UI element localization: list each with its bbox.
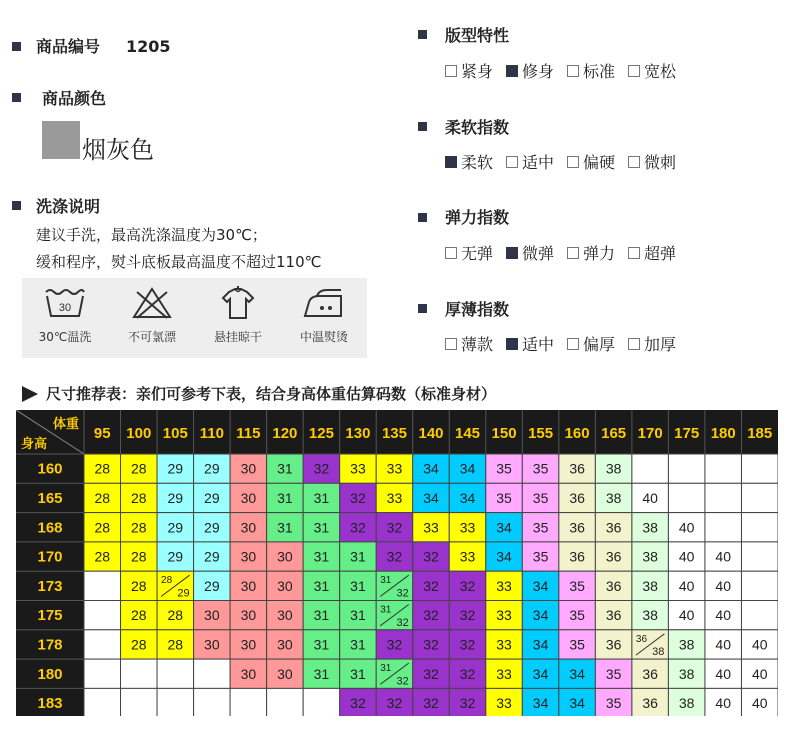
size-value: 40	[715, 636, 731, 653]
size-value: 36	[605, 636, 622, 653]
size-value: 35	[532, 548, 549, 565]
size-value: 33	[459, 548, 476, 565]
checkbox[interactable]	[445, 65, 457, 77]
size-value: 35	[605, 695, 622, 712]
size-value: 40	[678, 577, 695, 594]
weight-header: 125	[308, 425, 334, 442]
size-value: 34	[496, 548, 512, 565]
weight-header: 155	[528, 425, 554, 442]
size-value: 31	[277, 489, 293, 506]
size-value: 36	[569, 489, 585, 506]
size-cell	[668, 483, 705, 512]
size-value: 31	[313, 489, 330, 506]
option-label: 微弹	[522, 244, 555, 263]
size-value: 30	[204, 636, 220, 653]
size-value: 34	[569, 695, 585, 712]
checkbox[interactable]	[567, 338, 579, 350]
weight-header: 160	[564, 425, 590, 442]
size-cell	[303, 688, 340, 716]
weight-header: 105	[162, 425, 188, 442]
checkbox[interactable]	[506, 338, 518, 350]
checkbox[interactable]	[567, 65, 579, 77]
size-value: 36	[569, 519, 585, 536]
iron-medium-icon	[301, 286, 347, 320]
size-value: 35	[496, 489, 512, 506]
size-value: 38	[642, 548, 658, 565]
size-value: 35	[569, 577, 585, 594]
softness-label: 柔软指数	[445, 118, 510, 137]
size-value-lower: 32	[396, 616, 409, 629]
care-icons-panel	[22, 278, 367, 358]
size-cell	[84, 688, 121, 716]
weight-header: 140	[418, 425, 444, 442]
care-item-iron	[281, 278, 367, 358]
option-label: 超弹	[644, 244, 677, 263]
weight-header: 145	[455, 425, 481, 442]
size-value: 40	[715, 665, 731, 682]
size-value: 35	[532, 519, 549, 536]
size-value: 30	[277, 665, 293, 682]
size-value: 36	[605, 607, 622, 624]
checkbox[interactable]	[445, 247, 457, 259]
size-value: 30	[277, 607, 293, 624]
size-value: 31	[350, 548, 366, 565]
size-cell	[194, 688, 231, 716]
size-value: 29	[204, 489, 220, 506]
option-label: 弹力	[583, 244, 616, 263]
size-value: 28	[167, 607, 184, 624]
checkbox[interactable]	[506, 156, 518, 168]
size-value: 33	[423, 519, 439, 536]
size-value: 29	[204, 460, 220, 477]
bullet	[418, 213, 427, 222]
wash-30-icon	[42, 286, 88, 320]
option-label: 紧身	[461, 62, 494, 81]
size-chart-banner: 尺寸推荐表：亲们可参考下表，结合身高体重估算码数（标准身材）	[46, 385, 497, 403]
checkbox[interactable]	[628, 65, 640, 77]
size-value: 31	[313, 548, 330, 565]
elasticity-option[interactable]	[445, 241, 493, 264]
product-code	[36, 34, 171, 57]
care-label: 30℃温洗	[38, 330, 92, 344]
size-value: 34	[532, 577, 549, 594]
fit-option[interactable]	[445, 59, 493, 82]
size-value: 40	[715, 607, 731, 624]
size-value-upper: 31	[380, 604, 392, 616]
size-value: 32	[459, 695, 476, 712]
checkbox[interactable]	[567, 247, 579, 259]
softness-option[interactable]	[506, 150, 554, 173]
size-value: 29	[204, 519, 220, 536]
care-item-wash	[22, 278, 108, 358]
color-name: 烟灰色	[82, 136, 154, 164]
wash-line-2: 缓和程序，熨斗底板最高温度不超过110℃	[36, 253, 322, 271]
bullet	[418, 122, 427, 131]
size-cell	[741, 454, 778, 483]
bullet	[12, 42, 21, 51]
size-value: 34	[532, 636, 549, 653]
option-label: 无弹	[461, 244, 494, 263]
size-value: 36	[605, 519, 622, 536]
size-value: 30	[204, 607, 220, 624]
size-value: 32	[350, 489, 366, 506]
size-value: 36	[642, 695, 658, 712]
weight-header: 175	[674, 425, 700, 442]
size-value: 31	[313, 636, 330, 653]
size-value: 30	[240, 665, 257, 682]
checkbox[interactable]	[567, 156, 579, 168]
corner-weight-label: 体重	[52, 416, 79, 431]
size-value: 38	[678, 665, 695, 682]
bullet	[418, 304, 427, 313]
softness-option[interactable]	[628, 150, 676, 173]
size-cell	[741, 483, 778, 512]
checkbox[interactable]	[445, 338, 457, 350]
option-label: 标准	[583, 62, 616, 81]
size-value: 32	[386, 548, 403, 565]
size-value: 36	[569, 460, 585, 477]
size-value: 30	[277, 548, 293, 565]
thickness-option[interactable]	[567, 332, 615, 355]
elasticity-option[interactable]	[506, 241, 554, 264]
size-value: 36	[605, 577, 622, 594]
size-cell	[705, 483, 742, 512]
height-header: 175	[37, 607, 63, 625]
size-value: 40	[678, 519, 695, 536]
size-value: 35	[496, 460, 512, 477]
size-value: 35	[569, 636, 585, 653]
softness-options	[445, 150, 689, 173]
size-value: 40	[751, 695, 768, 712]
size-value: 32	[423, 607, 439, 624]
size-value: 32	[459, 665, 476, 682]
height-header: 173	[37, 577, 63, 595]
size-cell	[705, 513, 742, 542]
weight-header: 130	[345, 425, 371, 442]
height-header: 165	[37, 489, 63, 507]
option-label: 适中	[522, 335, 555, 354]
size-chart-table	[16, 410, 778, 716]
bullet	[12, 93, 21, 102]
size-value: 29	[167, 548, 184, 565]
softness-option[interactable]	[567, 150, 615, 173]
size-value: 28	[131, 636, 147, 653]
size-cell	[194, 659, 231, 688]
weight-header: 170	[637, 425, 663, 442]
size-value: 29	[167, 460, 184, 477]
no-bleach-icon	[129, 286, 175, 320]
elasticity-options	[445, 241, 689, 264]
thickness-option[interactable]	[445, 332, 493, 355]
size-value: 34	[532, 695, 549, 712]
care-label: 不可氯漂	[127, 330, 176, 344]
size-value: 28	[131, 577, 147, 594]
size-value: 40	[642, 489, 658, 506]
size-value: 32	[459, 607, 476, 624]
checkbox[interactable]	[628, 247, 640, 259]
color-swatch	[42, 121, 80, 159]
elasticity-option[interactable]	[567, 241, 615, 264]
size-value: 35	[569, 607, 585, 624]
option-label: 薄款	[461, 335, 494, 354]
size-value: 33	[350, 460, 366, 477]
size-value: 28	[94, 460, 111, 477]
fit-option[interactable]	[628, 59, 676, 82]
size-value: 33	[459, 519, 476, 536]
size-value: 40	[715, 577, 731, 594]
size-value: 38	[678, 636, 695, 653]
size-value: 40	[751, 665, 768, 682]
size-value: 29	[167, 519, 184, 536]
size-cell	[741, 571, 778, 600]
size-value-upper: 31	[380, 575, 392, 587]
size-value: 35	[532, 489, 549, 506]
size-cell	[121, 659, 158, 688]
hang-dry-icon	[215, 286, 261, 320]
option-label: 适中	[522, 153, 555, 172]
elasticity-option[interactable]	[628, 241, 676, 264]
size-value: 28	[131, 607, 147, 624]
wash-temp-digit: 30	[58, 302, 72, 314]
size-value-lower: 38	[652, 646, 665, 659]
size-value: 30	[240, 489, 257, 506]
size-value: 33	[496, 577, 512, 594]
size-value: 31	[277, 519, 293, 536]
size-value: 30	[277, 636, 293, 653]
product-code-label: 商品编号	[36, 37, 101, 56]
size-value: 33	[386, 460, 403, 477]
fit-label: 版型特性	[445, 26, 510, 45]
size-value: 28	[131, 460, 147, 477]
option-label: 偏厚	[583, 335, 616, 354]
size-value: 30	[277, 577, 293, 594]
size-cell	[741, 513, 778, 542]
checkbox[interactable]	[506, 65, 518, 77]
size-value: 32	[386, 695, 403, 712]
thickness-option[interactable]	[628, 332, 676, 355]
option-label: 宽松	[644, 62, 677, 81]
option-label: 偏硬	[583, 153, 616, 172]
size-value: 35	[605, 665, 622, 682]
size-value: 38	[642, 519, 658, 536]
option-label: 柔软	[461, 153, 494, 172]
size-value: 29	[204, 548, 220, 565]
corner-height-label: 身高	[21, 436, 48, 451]
size-value-upper: 28	[161, 575, 173, 587]
size-value: 34	[532, 665, 549, 682]
softness-option[interactable]	[445, 150, 493, 173]
size-value: 31	[313, 519, 330, 536]
fit-option[interactable]	[567, 59, 615, 82]
size-value: 35	[532, 460, 549, 477]
size-value: 34	[459, 460, 476, 477]
thickness-option[interactable]	[506, 332, 554, 355]
wash-label: 洗涤说明	[36, 197, 101, 216]
wash-line-1: 建议手洗，最高洗涤温度为30℃；	[36, 226, 267, 244]
size-value: 38	[642, 607, 658, 624]
size-value: 36	[642, 665, 658, 682]
size-value: 40	[715, 695, 731, 712]
size-value: 32	[423, 577, 439, 594]
fit-options	[445, 59, 689, 82]
checkbox[interactable]	[628, 338, 640, 350]
size-value: 38	[605, 489, 622, 506]
size-value: 36	[569, 548, 585, 565]
size-value-upper: 36	[635, 633, 648, 645]
size-value: 29	[204, 577, 220, 594]
size-value: 28	[131, 519, 147, 536]
product-color-label: 商品颜色	[42, 89, 107, 108]
weight-header: 165	[601, 425, 627, 442]
size-cell	[84, 630, 121, 659]
size-value: 32	[350, 519, 366, 536]
size-value: 38	[678, 695, 695, 712]
size-value: 38	[642, 577, 658, 594]
size-value: 34	[532, 607, 549, 624]
size-value: 31	[350, 577, 366, 594]
size-value: 30	[240, 636, 257, 653]
size-value-lower: 29	[177, 587, 190, 600]
elasticity-label: 弹力指数	[445, 208, 510, 227]
size-cell	[84, 601, 121, 630]
size-cell	[705, 454, 742, 483]
product-code-value: 1205	[126, 37, 171, 56]
care-item-bleach	[109, 278, 195, 358]
size-value: 30	[240, 460, 257, 477]
size-value: 40	[678, 548, 695, 565]
size-value: 30	[240, 607, 257, 624]
care-label: 中温熨烫	[299, 330, 348, 344]
size-cell	[741, 601, 778, 630]
size-value: 32	[313, 460, 330, 477]
weight-header: 100	[126, 425, 152, 442]
height-header: 168	[37, 519, 63, 537]
size-value: 28	[94, 519, 111, 536]
size-value-lower: 32	[396, 587, 409, 600]
size-value: 28	[94, 489, 111, 506]
size-value: 30	[240, 577, 257, 594]
fit-option[interactable]	[506, 59, 554, 82]
bullet	[418, 30, 427, 39]
size-value: 32	[350, 695, 366, 712]
size-value: 33	[386, 489, 403, 506]
checkbox[interactable]	[628, 156, 640, 168]
weight-header: 185	[747, 425, 773, 442]
size-value: 31	[350, 636, 366, 653]
bullet	[12, 201, 21, 210]
size-cell	[84, 659, 121, 688]
care-label: 悬挂晾干	[213, 330, 262, 344]
weight-header: 180	[710, 425, 736, 442]
size-value: 30	[240, 548, 257, 565]
weight-header: 135	[381, 425, 407, 442]
size-cell	[741, 542, 778, 571]
size-cell	[632, 454, 669, 483]
weight-header: 115	[236, 425, 261, 442]
size-value: 34	[569, 665, 585, 682]
size-cell	[84, 571, 121, 600]
weight-header: 95	[93, 425, 111, 442]
size-value: 31	[313, 665, 330, 682]
size-value: 32	[459, 636, 476, 653]
size-value: 36	[605, 548, 622, 565]
size-value: 29	[167, 489, 184, 506]
size-value: 33	[496, 607, 512, 624]
size-value: 34	[423, 489, 439, 506]
size-value: 28	[131, 489, 147, 506]
size-value: 28	[167, 636, 184, 653]
size-value: 32	[386, 636, 403, 653]
size-value: 31	[277, 460, 293, 477]
size-value: 31	[350, 665, 366, 682]
option-label: 微刺	[644, 153, 677, 172]
size-value-upper: 31	[380, 663, 392, 675]
size-value: 33	[496, 636, 512, 653]
size-value: 28	[131, 548, 147, 565]
size-value: 38	[605, 460, 622, 477]
size-value: 40	[715, 548, 731, 565]
size-value: 33	[496, 665, 512, 682]
weight-header: 120	[272, 425, 298, 442]
size-value: 33	[496, 695, 512, 712]
size-value: 34	[423, 460, 439, 477]
size-cell	[157, 659, 194, 688]
size-value: 32	[459, 577, 476, 594]
size-value: 31	[313, 577, 330, 594]
option-label: 加厚	[644, 335, 677, 354]
size-cell	[230, 688, 267, 716]
height-header: 160	[37, 460, 63, 478]
size-value: 32	[423, 695, 439, 712]
checkbox[interactable]	[445, 156, 457, 168]
care-item-dry	[195, 278, 281, 358]
size-cell	[157, 688, 194, 716]
thickness-options	[445, 332, 689, 355]
size-value: 34	[459, 489, 476, 506]
weight-header: 110	[199, 425, 224, 442]
height-header: 183	[37, 695, 63, 713]
size-value: 31	[350, 607, 366, 624]
size-value: 40	[751, 636, 768, 653]
size-value: 32	[423, 548, 439, 565]
size-value: 31	[313, 607, 330, 624]
size-value: 32	[386, 519, 403, 536]
option-label: 修身	[522, 62, 555, 81]
height-header: 178	[37, 636, 63, 654]
size-value: 32	[423, 665, 439, 682]
size-value: 28	[94, 548, 111, 565]
size-cell	[668, 454, 705, 483]
weight-header: 150	[491, 425, 517, 442]
size-value: 30	[240, 519, 257, 536]
thickness-label: 厚薄指数	[445, 300, 510, 319]
size-cell	[121, 688, 158, 716]
arrow-icon	[22, 386, 38, 402]
height-header: 170	[37, 548, 63, 566]
size-cell	[267, 688, 304, 716]
size-value-lower: 32	[396, 675, 409, 688]
checkbox[interactable]	[506, 247, 518, 259]
size-value: 32	[423, 636, 439, 653]
size-value: 34	[496, 519, 512, 536]
size-value: 40	[678, 607, 695, 624]
height-header: 180	[37, 665, 63, 683]
